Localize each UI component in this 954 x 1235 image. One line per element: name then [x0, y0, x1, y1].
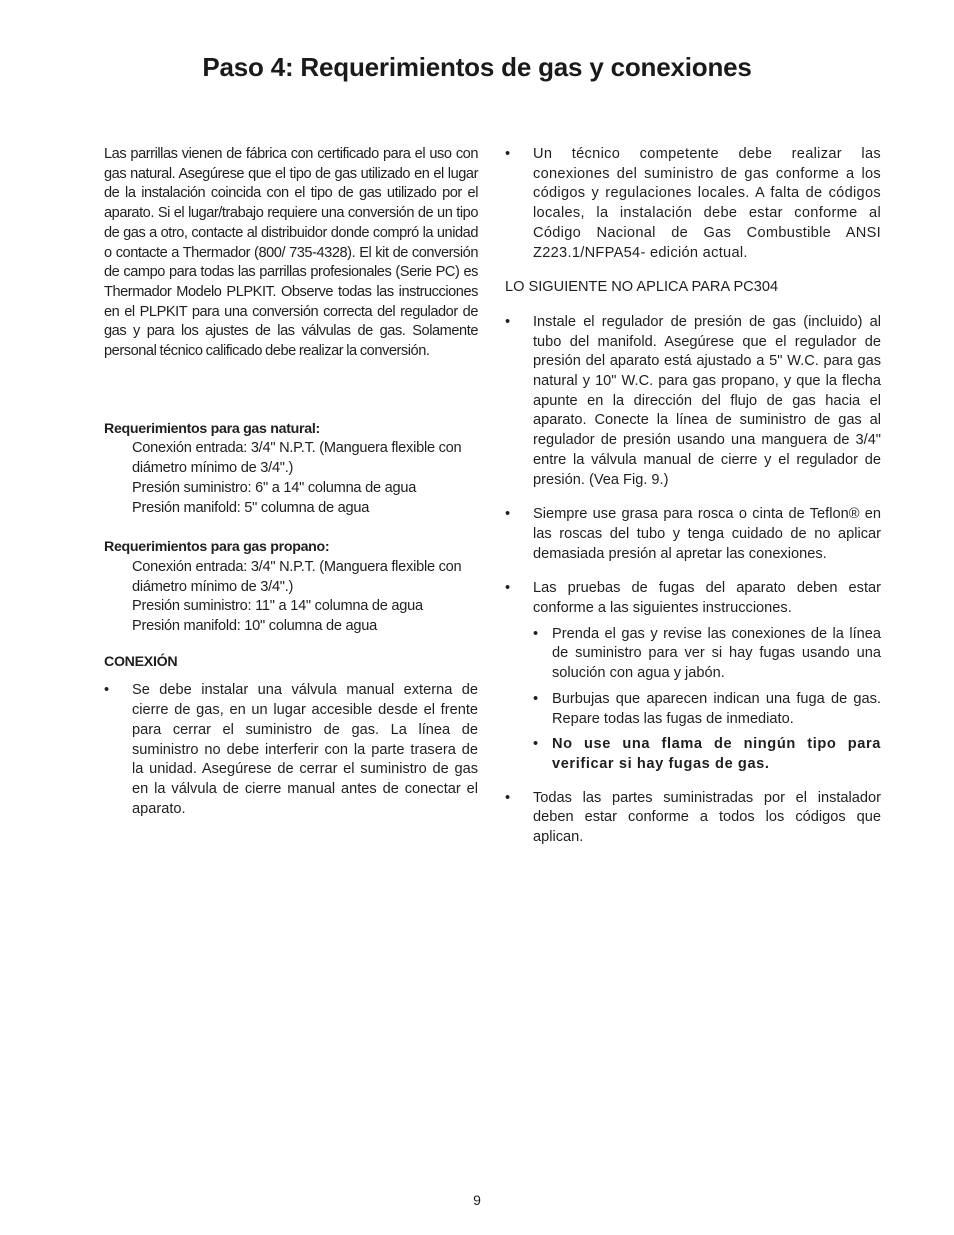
natural-gas-supply-pressure: Presión suministro: 6" a 14" columna de agua [132, 479, 417, 496]
natural-gas-manifold-pressure: Presión manifold: 5" columna de agua [132, 499, 370, 516]
bullet-icon: • [505, 146, 511, 162]
sub-list-item [533, 735, 881, 774]
bullet-icon: • [505, 313, 511, 330]
bullet-icon: • [533, 690, 539, 707]
sub-list-item [533, 625, 881, 684]
list-item [505, 579, 881, 618]
connection-heading: CONEXIÓN [104, 653, 178, 670]
natural-gas-inlet: Conexión entrada: 3/4" N.P.T. (Manguera flexible con diámetro mínimo de 3/4".) [132, 440, 462, 477]
regulator-install-text: Instale el regulador de presión de gas (incluido) al tubo del manifold. Asegúrese que el regulador de presión del aparato está ajustado a 5" W.C. para gas natural y 10" W.C. para gas propano, y que la flecha apunte en la dirección del flujo de gas hacia el aparato. Conecte la línea de suministro de gas al regulador de presión usando una manguera de 3/4" entre la válvula manual de cierre y el regulador de presión. (Vea Fig. 9.) [533, 313, 881, 488]
competent-technician-text: Un técnico competente debe realizar las conexiones del suministro de gas conforme a los códigos y regulaciones locales. A falta de códigos locales, la instalación debe estar conforme al Código Nacional de Gas Combustible ANSI Z223.1/NFPA54- edición actual. [533, 146, 881, 261]
bullet-icon: • [533, 625, 539, 642]
bullet-icon: • [505, 789, 511, 806]
bullet-icon: • [505, 580, 511, 597]
pc304-note: LO SIGUIENTE NO APLICA PARA PC304 [505, 279, 779, 296]
propane-gas-supply-pressure: Presión suministro: 11" a 14" columna de agua [132, 598, 423, 615]
list-item [505, 789, 881, 848]
list-item [505, 145, 881, 263]
installer-parts-text: Todas las partes suministradas por el instalador deben estar conforme a todos los códigos que aplican. [533, 789, 881, 846]
intro-paragraph: Las parrillas vienen de fábrica con certificado para el uso con gas natural. Asegúrese que el tipo de gas utilizado en el lugar de la instalación coincida con el tipo de gas utilizado por el aparato. Si el lugar/trabajo requiere una conversión de un tipo de gas a otro, contacte al distribuidor donde compró la unidad o contacte a Thermador (800/ 735-4328). El kit de conversión de campo para todas las parrillas profesionales (Serie PC) es Thermador Modelo PLPKIT. Observe todas las instrucciones en el PLPKIT para una conversión correcta del regulador de gas y para los ajustes de las válvulas de gas. Solamente personal técnico calificado debe realizar la conversión. [104, 146, 478, 360]
bullet-icon: • [104, 682, 110, 699]
natural-gas-heading: Requerimientos para gas natural: [104, 420, 320, 437]
bubbles-leak-text: Burbujas que aparecen indican una fuga de gas. Repare todas las fugas de inmediato. [552, 690, 881, 727]
no-flame-warning: No use una flama de ningún tipo para verificar si hay fugas de gas. [552, 736, 881, 772]
bullet-icon: • [505, 506, 511, 523]
page-title: Paso 4: Requerimientos de gas y conexiones [202, 52, 752, 82]
page-number: 9 [473, 1192, 481, 1208]
thread-sealant-text: Siempre use grasa para rosca o cinta de Teflon® en las roscas del tubo y tenga cuidado de no aplicar demasiada presión al apretar las conexiones. [533, 506, 881, 562]
leak-check-soap-text: Prenda el gas y revise las conexiones de la línea de suministro para ver si hay fugas usando una solución con agua y jabón. [552, 625, 881, 682]
bullet-icon: • [533, 736, 539, 753]
right-column [505, 145, 881, 848]
propane-gas-inlet: Conexión entrada: 3/4" N.P.T. (Manguera flexible con diámetro mínimo de 3/4".) [132, 558, 462, 595]
connection-shutoff-valve-text: Se debe instalar una válvula manual externa de cierre de gas, en un lugar accesible desde el frente para cerrar el suministro de gas. La línea de suministro no debe interferir con la parte trasera de la unidad. Asegúrese de cerrar el suministro de gas en la válvula de cierre manual antes de conectar el aparato. [132, 682, 478, 817]
list-item [104, 681, 478, 819]
left-column [104, 145, 478, 819]
propane-gas-manifold-pressure: Presión manifold: 10" columna de agua [132, 618, 377, 635]
list-item [505, 313, 881, 490]
list-item [505, 505, 881, 564]
leak-test-text: Las pruebas de fugas del aparato deben estar conforme a las siguientes instrucciones. [533, 580, 881, 617]
propane-gas-heading: Requerimientos para gas propano: [104, 539, 330, 556]
sub-list-item [533, 690, 881, 729]
